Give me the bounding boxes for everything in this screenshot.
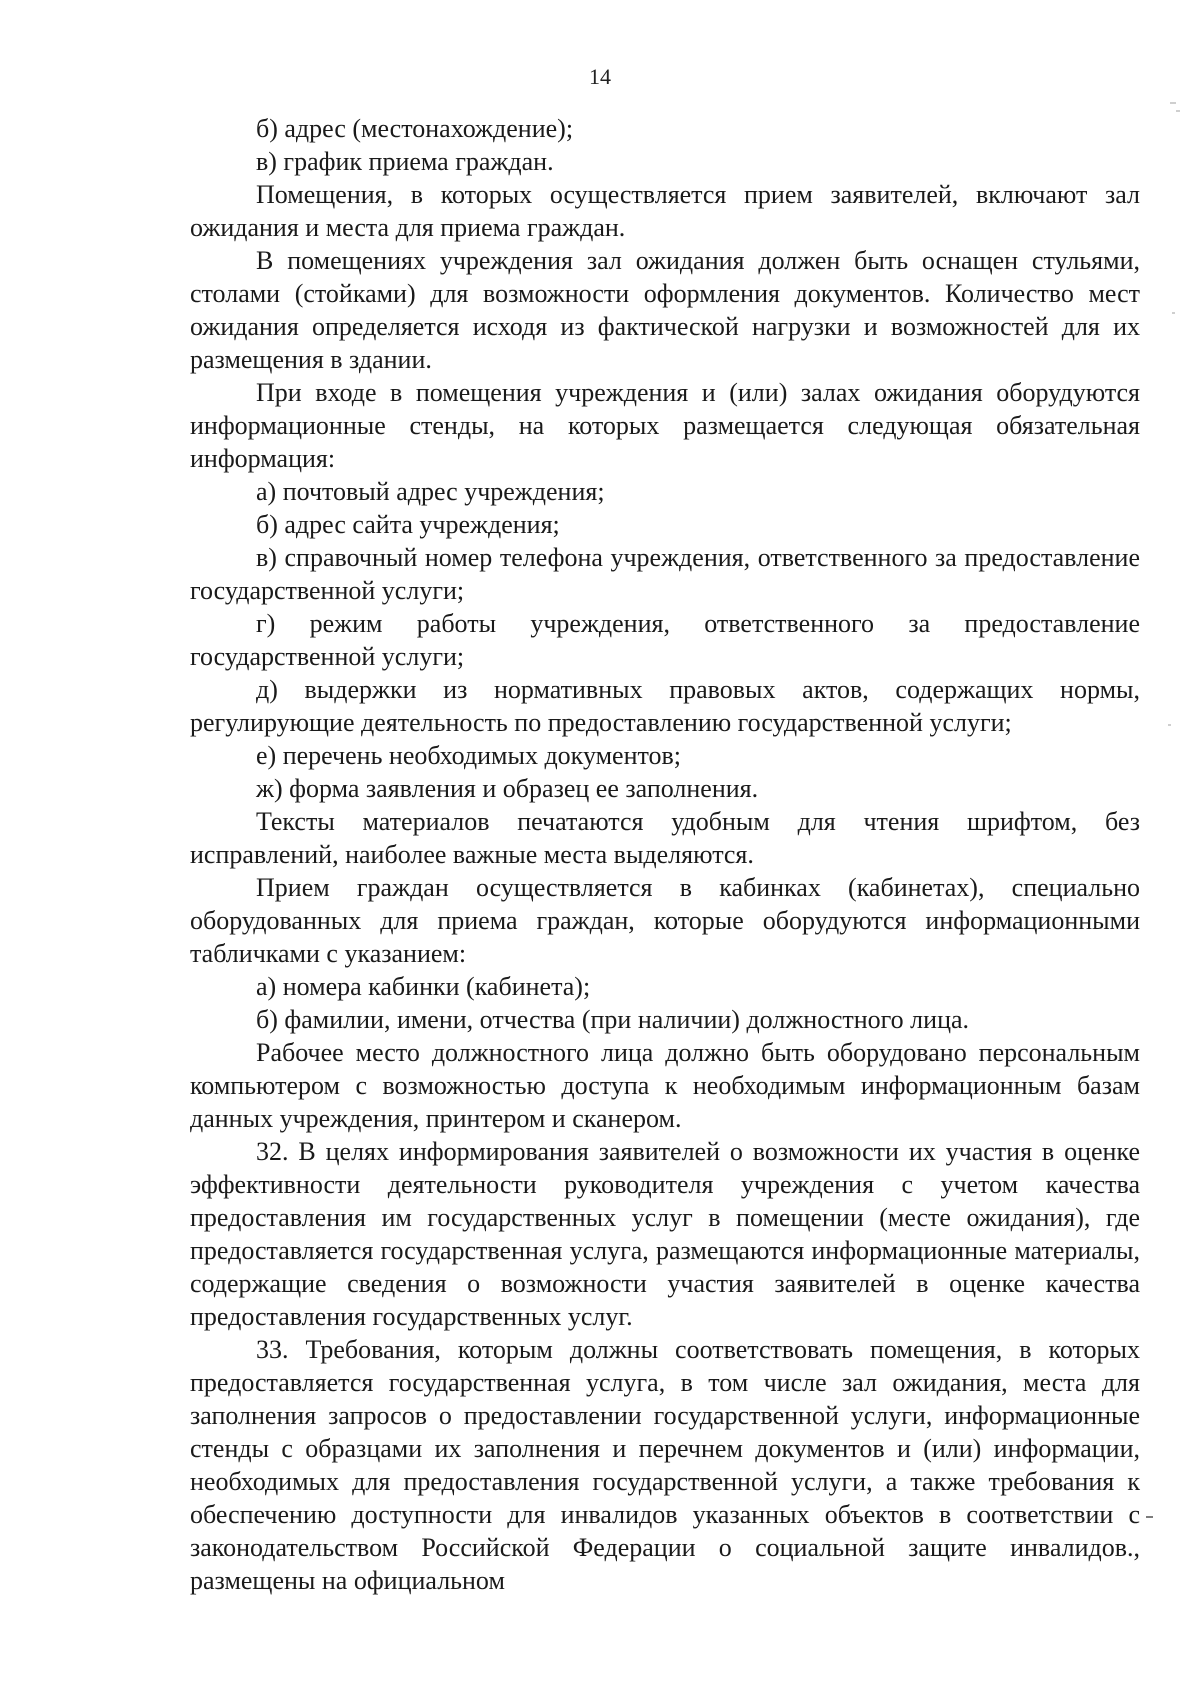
paragraph-workplace: Рабочее место должностного лица должно быть оборудовано персональным компьютером с возможностью доступа к необходимым информационным базам данных учреждения, принтером и сканером. [190, 1038, 1140, 1133]
list-item-address: б) адрес (местонахождение); [256, 114, 574, 143]
paragraph-premises: Помещения, в которых осуществляется прием заявителей, включают зал ожидания и места для приема граждан. [190, 180, 1140, 242]
list-item-phone: в) справочный номер телефона учреждения, ответственного за предоставление государственной услуги; [190, 543, 1140, 605]
scan-artifact [1168, 724, 1171, 726]
list-item-website: б) адрес сайта учреждения; [256, 510, 560, 539]
scan-artifact [1170, 102, 1176, 104]
paragraph-32: 32. В целях информирования заявителей о возможности их участия в оценке эффективности деятельности руководителя учреждения с учетом качества предоставления им государственных услуг в помещении (месте ожидания), где предоставляется государственная услуга, размещаются информационные материалы, содержащие сведения о возможности участия заявителей в оценке качества предоставления государственных услуг. [190, 1137, 1140, 1331]
document-body [190, 112, 1140, 1597]
paragraph-texts: Тексты материалов печатаются удобным для чтения шрифтом, без исправлений, наиболее важные места выделяются. [190, 807, 1140, 869]
list-item-postal-address: а) почтовый адрес учреждения; [256, 477, 605, 506]
list-item-cabin-number: а) номера кабинки (кабинета); [256, 972, 591, 1001]
paragraph-waiting-hall: В помещениях учреждения зал ожидания должен быть оснащен стульями, столами (стойками) для возможности оформления документов. Количество мест ожидания определяется исходя из фактической нагрузки и возможностей для их размещения в здании. [190, 246, 1140, 374]
scan-artifact [1172, 312, 1175, 314]
list-item-work-hours: г) режим работы учреждения, ответственного за предоставление государственной услуги; [190, 609, 1140, 671]
paragraph-33: 33. Требования, которым должны соответствовать помещения, в которых предоставляется государственная услуга, в том числе зал ожидания, места для заполнения запросов о предоставлении государственной услуги, информационные стенды с образцами их заполнения и перечнем документов и (или) информации, необходимых для предоставления государственной услуги, а также требования к обеспечению доступности для инвалидов указанных объектов в соответствии с законодательством Российской Федерации о социальной защите инвалидов., размещены на официальном [190, 1335, 1140, 1595]
scan-artifact [1146, 1516, 1153, 1518]
list-item-documents: е) перечень необходимых документов; [256, 741, 682, 770]
page-number: 14 [589, 64, 611, 89]
paragraph-reception: Прием граждан осуществляется в кабинках (кабинетах), специально оборудованных для приема граждан, которые оборудуются информационными табличками с указанием: [190, 873, 1140, 968]
list-item-legal-extracts: д) выдержки из нормативных правовых актов, содержащих нормы, регулирующие деятельность по предоставлению государственной услуги; [190, 675, 1140, 737]
list-item-official-name: б) фамилии, имени, отчества (при наличии) должностного лица. [256, 1005, 970, 1034]
list-item-schedule: в) график приема граждан. [256, 147, 554, 176]
list-item-form: ж) форма заявления и образец ее заполнения. [256, 774, 759, 803]
paragraph-info-stands: При входе в помещения учреждения и (или) залах ожидания оборудуются информационные стенды, на которых размещается следующая обязательная информация: [190, 378, 1140, 473]
scan-artifact [1176, 110, 1180, 112]
